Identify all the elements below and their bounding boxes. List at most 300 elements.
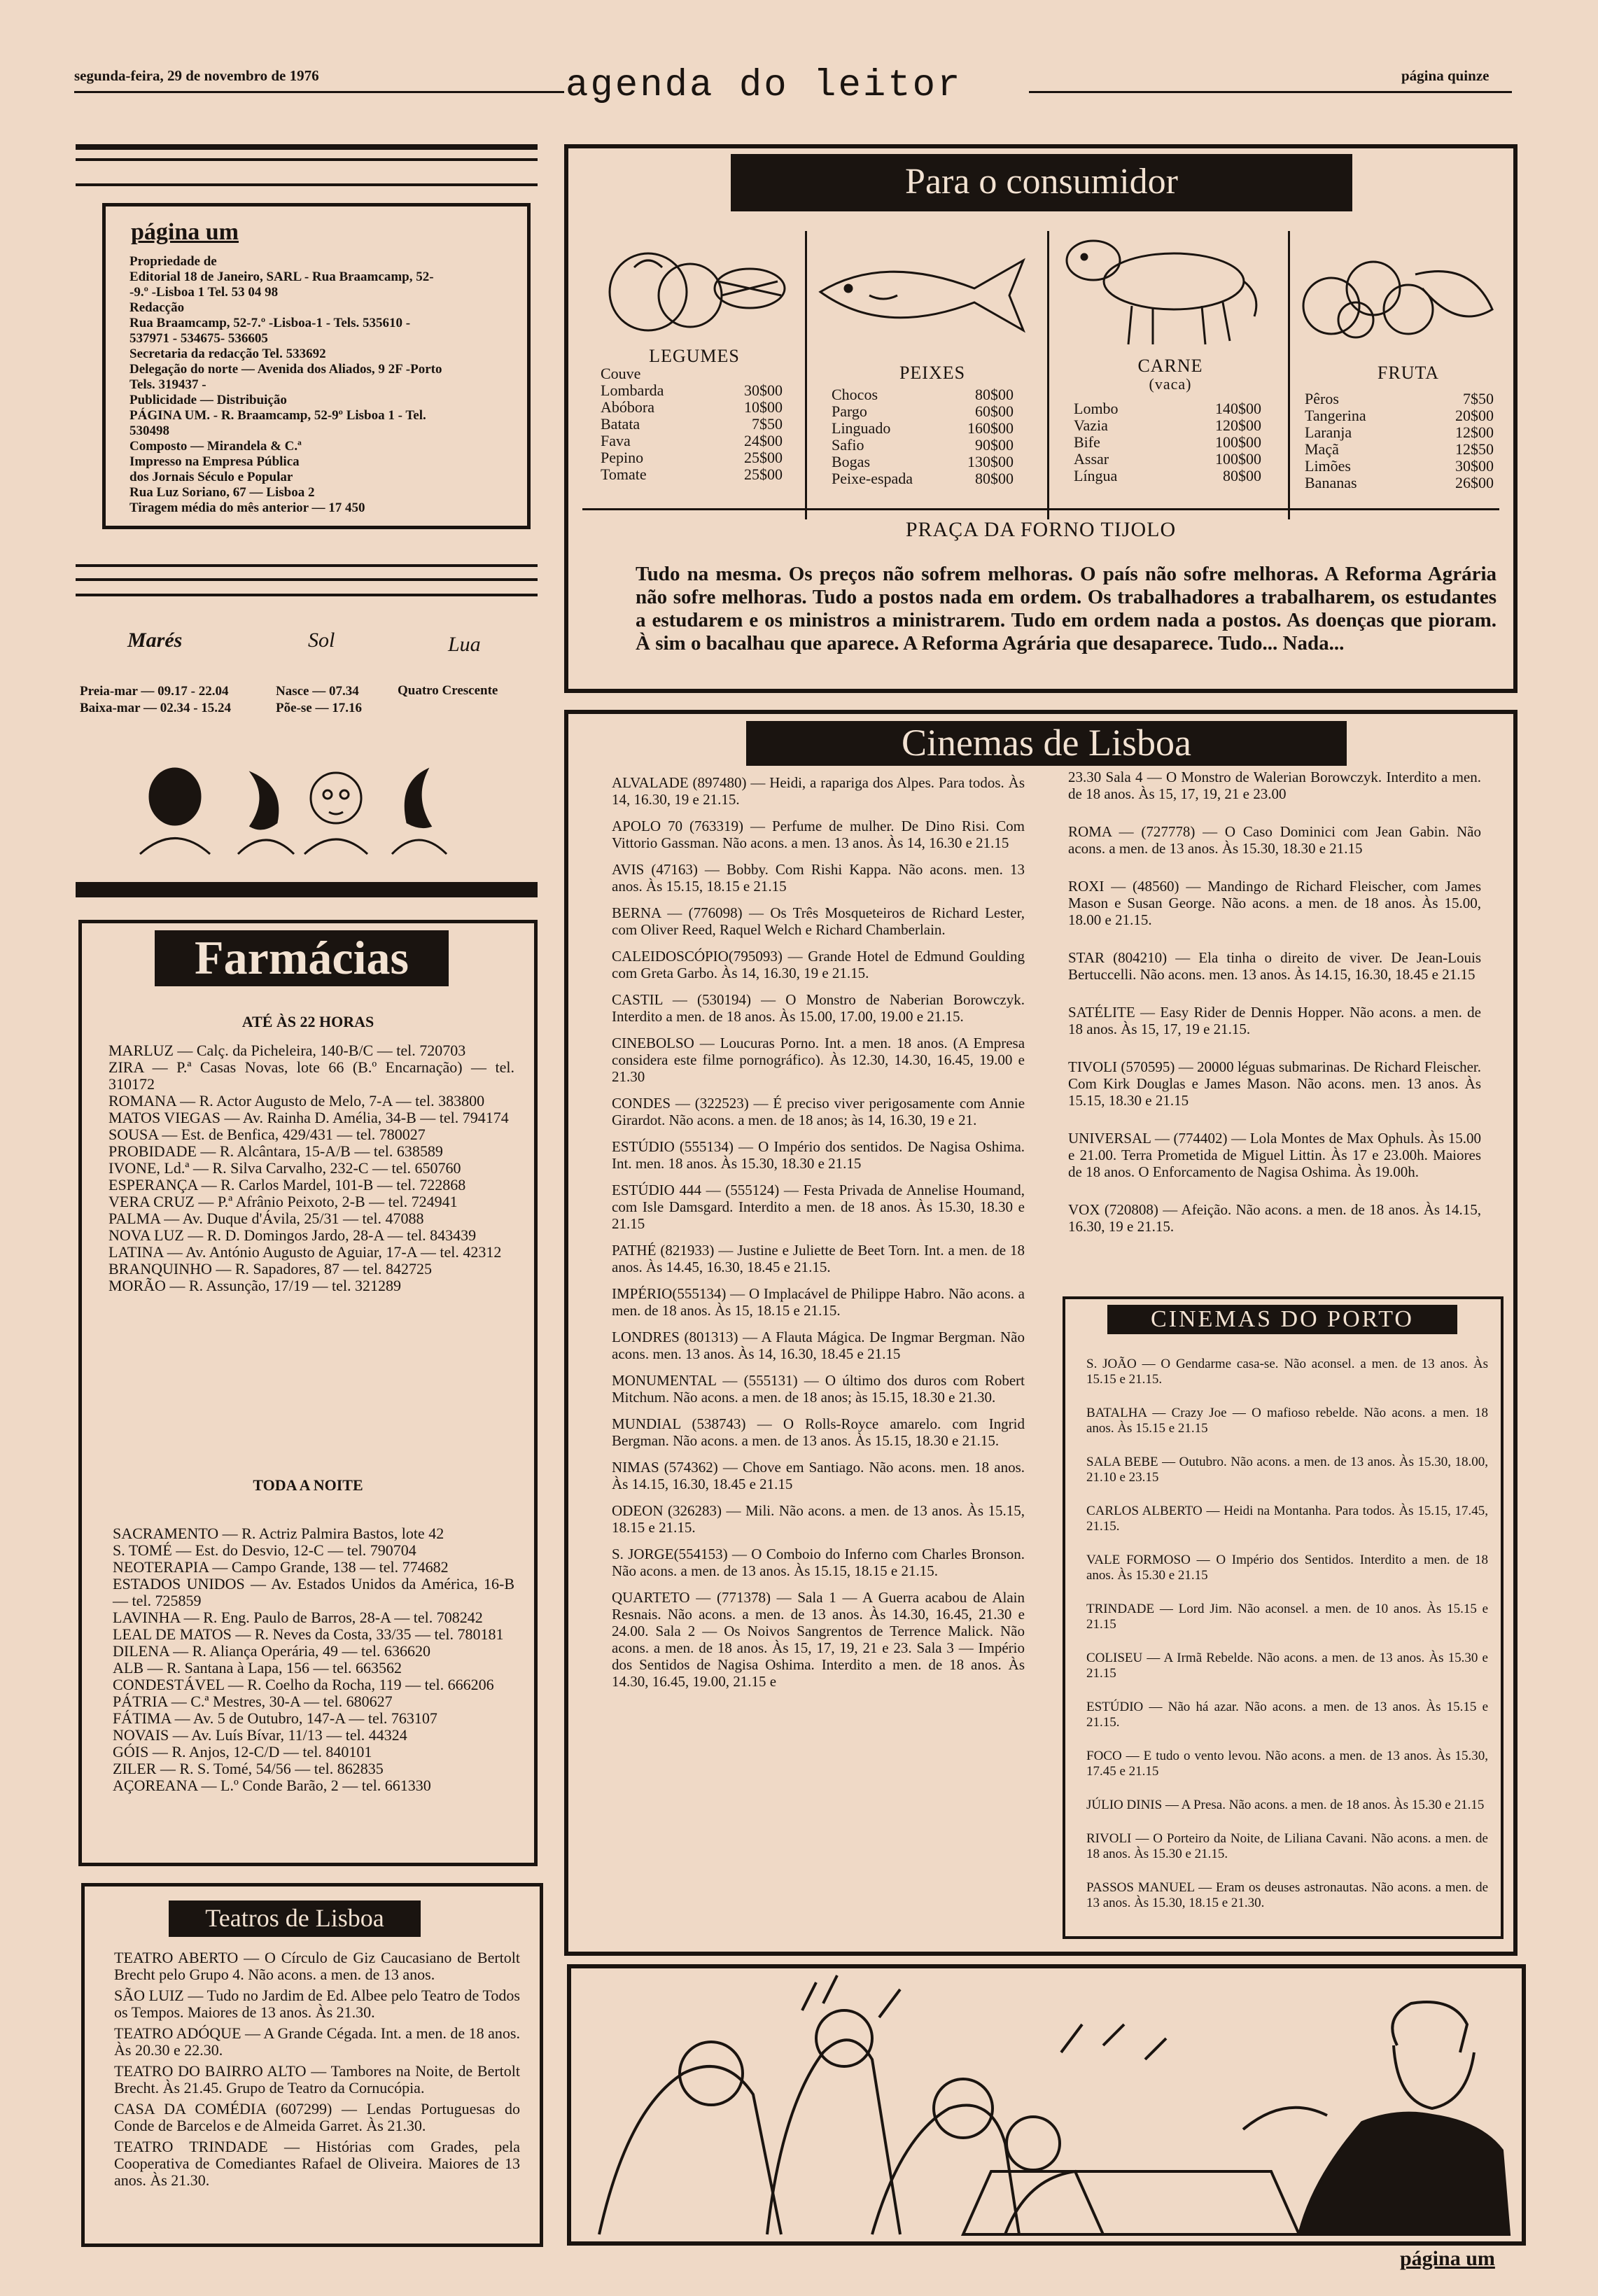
item-name: Safio [832,436,864,454]
price-row [832,470,1014,487]
price-row [601,382,783,399]
item-name: Bogas [832,453,870,470]
item-price: 60$00 [975,402,1014,420]
cinema-entry [1086,1504,1488,1534]
price-row [601,466,783,483]
cartoon-box [567,1964,1526,2246]
lua-label: Lua [448,633,481,656]
cinema-name: CINEBOLSO [612,1035,694,1051]
rule [76,158,538,161]
cinema-name: IMPÉRIO(555134) [612,1285,727,1302]
item-price: 12$00 [1455,424,1494,441]
item-price: 100$00 [1215,450,1261,468]
cinema-entry [612,1372,1025,1406]
masthead-line: dos Jornais Século e Popular [129,470,293,484]
pharmacy-entry: NOVAIS — Av. Luís Bívar, 11/13 — tel. 44324 [113,1726,407,1744]
cinema-name: AVIS (47163) [612,861,698,878]
cinema-entry [1086,1798,1488,1813]
cinema-name: BERNA [612,904,661,921]
price-row [832,403,1014,420]
cinema-entry [1068,823,1481,857]
item-name: Bananas [1305,474,1357,491]
pharmacy-entry: MORÃO — R. Assunção, 17/19 — tel. 321289 [108,1277,401,1294]
masthead-line: -9.º -Lisboa 1 Tel. 53 04 98 [129,285,279,300]
cow-illustration [1062,225,1265,351]
cinema-entry [612,1502,1025,1536]
item-name: Batata [601,415,640,433]
cinema-details: — (774402) — Lola Montes de Max Ophuls. Às 15.00 e 21.00. Terra Prometida de Miguel Littin. Às 17 e 23.00h. Maiores de 18 anos. O Enforcamento de Nagisa Oshima. Às 19.00h. [1068,1130,1482,1180]
fish-illustration [813,253,1030,337]
price-row [1305,424,1494,441]
pharmacy-entry: ESPERANÇA — R. Carlos Mardel, 101-B — tel. 722868 [108,1176,466,1194]
cinema-name: NIMAS (574362) [612,1459,718,1476]
cinema-entry [612,1546,1025,1579]
item-price: 120$00 [1215,416,1261,434]
rule [76,564,538,567]
item-price: 25$00 [744,449,783,466]
moon-phases-illustration [133,756,455,861]
item-price: 10$00 [744,398,783,416]
farmacias-box [78,920,538,1866]
cinema-details: — (776098) — Os Três Mosqueteiros de Richard Lester, com Oliver Reed, Raquel Welch e Richard Chamberlain. [612,904,1025,938]
cinema-entry [1086,1700,1488,1730]
rule [76,594,538,596]
cinema-name: UNIVERSAL [1068,1130,1151,1147]
cinema-entry [612,1285,1025,1319]
cinema-details: — A Irmã Rebelde. Não acons. a men. de 13 anos. Às 15.30 e 21.15 [1086,1651,1488,1681]
item-price: 26$00 [1455,474,1494,491]
consumidor-title: Para o consumidor [731,154,1352,211]
peixes-price-list [832,386,1014,487]
cinema-details: — Chove em Santiago. Não acons. men. 18 anos. Às 14.15, 16.30, 18.45 e 21.15 [612,1459,1025,1492]
cinema-details: — Lord Jim. Não aconsel. a men. de 10 anos. Às 15.15 e 21.15 [1086,1602,1489,1632]
header-rule-right [1029,91,1512,93]
cinema-name: STAR (804210) [1068,949,1168,966]
legumes-title: LEGUMES [649,346,740,366]
masthead-line: Secretaria da redacção Tel. 533692 [129,346,326,361]
cinema-entry [612,1329,1025,1362]
cinema-entry [612,1182,1025,1232]
cinema-details: — 20000 léguas submarinas. De Richard Fleischer. Com Kirk Douglas e James Mason. Não acons. men. 13 anos. Às 15.15, 18.30 e 21.15 [1068,1058,1481,1109]
pharmacy-entry: PÁTRIA — C.ª Mestres, 30-A — tel. 680627 [113,1693,393,1710]
cinema-details: — Grande Hotel de Edmund Goulding com Greta Garbo. Às 14, 16.30, 19 e 21.15. [612,948,1025,981]
cinema-entry [1086,1880,1488,1911]
cinema-details: — O Comboio do Inferno com Charles Bronson. Não acons. a men. de 13 anos. Às 15.15, 18.15 e 21.15. [612,1546,1025,1579]
masthead-logo: página um [131,219,239,245]
pharmacy-entry: ALB — R. Santana à Lapa, 156 — tel. 663562 [113,1659,402,1676]
pharmacy-entry: VERA CRUZ — P.ª Afrânio Peixoto, 2-B — tel. 724941 [108,1193,458,1210]
cinema-name: COLISEU [1086,1651,1143,1665]
pharmacy-entry: CONDESTÁVEL — R. Coelho da Rocha, 119 — tel. 666206 [113,1676,494,1693]
cinema-details: — Mili. Não acons. a men. de 13 anos. Às 15.15, 18.15 e 21.15. [612,1502,1025,1536]
cinema-details: — O Implacável de Philippe Habro. Não acons. a men. de 18 anos. Às 15, 18.15 e 21.15. [612,1285,1025,1319]
cinema-name: SATÉLITE [1068,1004,1135,1021]
price-row [1305,407,1494,424]
item-name: Lombo [1074,400,1119,417]
masthead-line: Propriedade de [129,254,217,269]
cinema-entry [612,774,1025,808]
pharmacy-entry: SACRAMENTO — R. Actriz Palmira Bastos, lote 42 [113,1525,444,1542]
cinema-name: ESTÚDIO (555134) [612,1138,734,1155]
cinema-name: CONDES [612,1095,671,1112]
farmacias-list-22h [108,1042,514,1294]
cinema-name: MONUMENTAL [612,1372,717,1389]
item-name: Maçã [1305,440,1339,458]
column-separator [1047,231,1049,519]
teatros-title: Teatros de Lisboa [169,1900,421,1937]
item-price: 12$50 [1455,440,1494,458]
pharmacy-entry: FÁTIMA — Av. 5 de Outubro, 147-A — tel. 763107 [113,1709,437,1727]
item-name: Bife [1074,433,1100,451]
cinema-entry [612,1589,1025,1690]
cinema-entry [612,861,1025,895]
pharmacy-entry: ZIRA — P.ª Casas Novas, lote 66 (B.º Encarnação) — tel. 310172 [108,1058,514,1093]
cinema-name: APOLO 70 (763319) [612,818,743,834]
masthead-lines [129,254,519,516]
rule [76,144,538,150]
rule [76,882,538,897]
cinema-details: — (727778) — O Caso Dominici com Jean Gabin. Não acons. a men. de 13 anos. Às 15.30, 18.30 e 21.15 [1068,823,1481,857]
header-rule-left [74,91,564,93]
theatre-entry: TEATRO ADÓQUE — A Grande Cégada. Int. a men. de 18 anos. Às 20.30 e 22.30. [114,2024,520,2059]
rule [76,183,538,186]
cinema-entry [612,1138,1025,1172]
pharmacy-entry: NEOTERAPIA — Campo Grande, 138 — tel. 774682 [113,1558,449,1576]
masthead-line: 530498 [129,424,169,438]
cinemas-lisboa-box [564,710,1518,1956]
cinema-details: — (771378) — Sala 1 — A Guerra acabou de Alain Resnais. Não acons. a men. de 13 anos. Às 14.30, 16.45, 21.30 e 24.00. Sala 2 — Os Noivos Sangrentos de Terrence Malick. Não acons. a men. de 18 anos. Às 15, 17, 19, 21 e 23. Sala 3 — Império dos Sentidos de Nagisa Oshima. Interdito a men. de 18 anos. Às 14.30, 16.45, 19.00, 21.15 e [612,1589,1025,1690]
column-separator [805,231,807,519]
cinema-details: — Bobby. Com Rishi Kappa. Não acons. men. 13 anos. Às 15.15, 18.15 e 21.15 [612,861,1025,895]
cinema-details: — (555124) — Festa Privada de Annelise Houmand, com Isle Damsgard. Interdito a men. de 18 anos. Às 15.30, 18.30 e 21.15 [612,1182,1025,1232]
cinema-details: — O Porteiro da Noite, de Liliana Cavani. Não acons. a men. de 18 anos. Às 15.30 e 21.15. [1086,1831,1488,1861]
cinema-details: — A Presa. Não acons. a men. de 18 anos. Às 15.30 e 21.15 [1165,1798,1485,1812]
cinema-name: LONDRES (801313) [612,1329,738,1345]
cinema-entry [1086,1831,1488,1862]
pharmacy-entry: ESTADOS UNIDOS — Av. Estados Unidos da América, 16-B — tel. 725859 [113,1575,514,1609]
cinemas-lisboa-title: Cinemas de Lisboa [746,721,1347,766]
price-row [832,454,1014,470]
cinema-entry [612,1095,1025,1128]
price-row [1074,451,1261,468]
masthead-line: Impresso na Empresa Pública [129,454,300,469]
cinema-details: — Ela tinha o direito de viver. De Jean-Louis Bertuccelli. Não acons. men. 13 anos. Às 14.15, 16.30, 18.45 e 21.15 [1068,949,1482,983]
cinema-entry [1068,878,1481,928]
cinema-name: VALE FORMOSO [1086,1553,1191,1567]
mares-lines: Preia-mar — 09.17 - 22.04 Baixa-mar — 02.34 - 15.24 [80,684,232,715]
pharmacy-entry: LEAL DE MATOS — R. Neves da Costa, 33/35 — tel. 780181 [113,1625,504,1643]
sol-label: Sol [308,629,335,652]
item-name: Tomate [601,465,647,483]
fruit-illustration [1289,246,1499,344]
cinema-entry [612,818,1025,851]
pharmacy-entry: PROBIDADE — R. Alcântara, 15-A/B — tel. 638589 [108,1142,443,1160]
vegetables-illustration [592,239,795,337]
pharmacy-entry: BRANQUINHO — R. Sapadores, 87 — tel. 842725 [108,1260,432,1278]
political-cartoon-illustration [571,1968,1522,2241]
price-row [832,420,1014,437]
cinema-name: MUNDIAL (538743) [612,1415,746,1432]
lua-text: Quatro Crescente [398,683,498,698]
cinema-name: ROMA [1068,823,1112,840]
pharmacy-entry: AÇOREANA — L.º Conde Barão, 2 — tel. 661330 [113,1777,431,1794]
cinema-name: CARLOS ALBERTO [1086,1504,1203,1518]
masthead-line: Publicidade — Distribuição [129,393,287,407]
cinema-name: QUARTETO [612,1589,690,1606]
cinemas-porto-list [1086,1357,1488,1929]
carne-subtitle: (vaca) [1149,375,1192,393]
masthead-box [102,203,531,529]
masthead-line: Rua Luz Soriano, 67 — Lisboa 2 [129,485,315,500]
price-row [1074,417,1261,434]
cinema-entry [612,1459,1025,1492]
item-price: 160$00 [967,419,1014,437]
cinema-name: ALVALADE (897480) [612,774,747,791]
cinema-name: TRINDADE [1086,1602,1155,1616]
cinema-name: FOCO [1086,1749,1122,1763]
praca-text: Tudo na mesma. Os preços não sofrem melhoras. O país não sofre melhoras. A Reforma Agrária não sofre melhoras. Tudo a postos nada em ordem. Os trabalhadores a trabalharem, os estudantes a estudarem e os ministros a ministrarem. Tudo em ordem nada a postos. As doenças que pioram. À sim o bacalhau que aparece. A Reforma Agrária que desaparece. Tudo... Nada... [636,563,1497,654]
cinema-details: — Heidi, a rapariga dos Alpes. Para todos. Às 14, 16.30, 19 e 21.15. [612,774,1025,808]
cinema-entry [1086,1749,1488,1779]
cinema-details: — O Gendarme casa-se. Não aconsel. a men. de 13 anos. Às 15.15 e 21.15. [1086,1357,1489,1387]
cinema-entry [612,1415,1025,1449]
sol-lines: Nasce — 07.34 Põe-se — 17.16 [276,684,362,715]
theatre-entry: CASA DA COMÉDIA (607299) — Lendas Portuguesas do Conde de Barcelos e de Almeida Garret. Às 21.30. [114,2100,520,2134]
cinema-details: — Perfume de mulher. De Dino Risi. Com Vittorio Gassman. Não acons. a men. 13 anos. Às 14, 16.30 e 21.15 [612,818,1025,851]
cinema-name: PASSOS MANUEL [1086,1880,1195,1895]
cinema-details: — Afeição. Não acons. a men. de 18 anos. Às 14.15, 16.30, 19 e 21.15. [1068,1201,1482,1235]
cinema-details: 23.30 Sala 4 — O Monstro de Walerian Borowczyk. Interdito a men. de 18 anos. Às 15, 17, 19, 21 e 23.00 [1068,769,1481,802]
price-row [601,433,783,449]
cinema-details: — (530194) — O Monstro de Naberian Borowczyk. Interdito a men. de 18 anos. Às 15.00, 17.00, 19.00 e 21.15. [612,991,1025,1025]
item-price: 90$00 [975,436,1014,454]
cinema-entry [1086,1602,1488,1632]
cinema-entry [612,991,1025,1025]
legumes-price-list [601,365,783,483]
cinemas-lisboa-column-2 [1068,769,1481,1256]
price-row [1305,458,1494,475]
pharmacy-entry: LATINA — Av. António Augusto de Aguiar, 17-A — tel. 42312 [108,1243,502,1261]
pharmacy-entry: S. TOMÉ — Est. do Desvio, 12-C — tel. 790704 [113,1541,416,1559]
cinema-name: BATALHA [1086,1406,1147,1420]
cinema-details: — Não há azar. Não acons. a men. de 13 anos. Às 15.15 e 21.15. [1086,1700,1489,1730]
cinema-name: RIVOLI [1086,1831,1132,1846]
cinema-details: — Outubro. Não acons. a men. de 13 anos. Às 15.30, 18.00, 21.10 e 23.15 [1086,1455,1489,1485]
cinema-entry [1068,769,1481,802]
cinema-name: ODEON (326283) [612,1502,722,1519]
cinema-details: — E tudo o vento levou. Não acons. a men. de 13 anos. Às 15.30, 17.45 e 21.15 [1086,1749,1489,1779]
cinema-entry [1086,1651,1488,1681]
item-name: Linguado [832,419,891,437]
theatre-entry: TEATRO TRINDADE — Histórias com Grades, pela Cooperativa de Comediantes Rafael de Oliveira. Maiores de 13 anos. Às 21.30. [114,2138,520,2189]
pharmacy-entry: SOUSA — Est. de Benfica, 429/431 — tel. 780027 [108,1126,426,1143]
cinemas-lisboa-column-1 [612,774,1025,1700]
pharmacy-entry: NOVA LUZ — R. D. Domingos Jardo, 28-A — tel. 843439 [108,1226,477,1244]
price-row [1305,441,1494,458]
teatros-box [81,1883,543,2247]
header-title: agenda do leitor [566,64,962,107]
carne-price-list [1074,400,1261,484]
pharmacy-entry: ZILER — R. S. Tomé, 54/56 — tel. 862835 [113,1760,384,1777]
cinema-entry [1068,1004,1481,1037]
cinema-entry [612,1035,1025,1085]
pharmacy-entry: MATOS VIEGAS — Av. Rainha D. Amélia, 34-B — tel. 794174 [108,1109,509,1126]
item-name: Couve [601,365,641,382]
masthead-line: Delegação do norte — Avenida dos Aliados, 9 2F -Porto [129,362,442,377]
praca-title: PRAÇA DA FORNO TIJOLO [905,518,1177,541]
theatre-entry: TEATRO DO BAIRRO ALTO — Tambores na Noite, de Bertolt Brecht. Às 21.45. Grupo de Teatro da Cornucópia. [114,2062,520,2096]
cinema-name: ESTÚDIO [1086,1700,1144,1714]
cinema-details: — Crazy Joe — O mafioso rebelde. Não acons. a men. 18 anos. Às 15.15 e 21.15 [1086,1406,1489,1436]
item-name: Língua [1074,467,1118,484]
item-price: 80$00 [975,386,1014,403]
price-row [1305,391,1494,407]
cinema-name: SALA BEBE [1086,1455,1158,1469]
cinema-entry [1068,1201,1481,1235]
item-name: Tangerina [1305,407,1366,424]
pharmacy-entry: DILENA — R. Aliança Operária, 49 — tel. 636620 [113,1642,430,1660]
price-row [832,437,1014,454]
item-price: 30$00 [1455,457,1494,475]
header-page: página quinze [1401,67,1490,84]
fruta-price-list [1305,391,1494,491]
masthead-line: Redacção [129,300,185,315]
item-price: 7$50 [1463,390,1494,407]
theatre-entry: TEATRO ABERTO — O Círculo de Giz Caucasiano de Bertolt Brecht pelo Grupo 4. Não acons. a men. de 13 anos. [114,1949,520,1983]
cinemas-porto-box [1063,1296,1504,1939]
cinema-name: ROXI [1068,878,1105,895]
price-row [1305,475,1494,491]
item-name: Fava [601,432,631,449]
masthead-line: 537971 - 534675- 536605 [129,331,268,346]
footer-logo: página um [1400,2247,1495,2270]
cinema-details: — O Império dos Sentidos. Interdito a men. de 18 anos. Às 15.30 e 21.15 [1086,1553,1489,1583]
item-price: 80$00 [1223,467,1261,484]
cinema-details: — Justine e Juliette de Beet Torn. Int. a men. de 18 anos. Às 14.45, 16.30, 18.45 e 21.15. [612,1242,1025,1275]
masthead-line: Composto — Mirandela & C.ª [129,439,302,454]
item-name: Abóbora [601,398,654,416]
farmacias-sub-noite: TODA A NOITE [253,1476,363,1494]
cinema-name: TIVOLI (570595) [1068,1058,1175,1075]
masthead-line: Rua Braamcamp, 52-7.º -Lisboa-1 - Tels. 535610 - [129,316,411,330]
cinema-entry [612,1242,1025,1275]
price-row [601,365,783,382]
cinema-name: PATHÉ (821933) [612,1242,715,1259]
masthead-line: Editorial 18 de Janeiro, SARL - Rua Braamcamp, 52- [129,270,434,284]
item-name: Laranja [1305,424,1352,441]
item-price: 25$00 [744,465,783,483]
cinemas-porto-title: CINEMAS DO PORTO [1107,1305,1457,1334]
item-name: Peixe-espada [832,470,913,487]
cinema-entry [1068,1130,1481,1180]
masthead-line: Tels. 319437 - [129,377,206,392]
pharmacy-entry: GÓIS — R. Anjos, 12-C/D — tel. 840101 [113,1743,372,1760]
masthead-line: PÁGINA UM. - R. Braamcamp, 52-9º Lisboa 1 - Tel. [129,408,426,423]
pharmacy-entry: PALMA — Av. Duque d'Ávila, 25/31 — tel. 47088 [108,1210,424,1227]
item-price: 130$00 [967,453,1014,470]
item-price: 20$00 [1455,407,1494,424]
item-name: Pargo [832,402,867,420]
item-name: Pepino [601,449,644,466]
item-price: 24$00 [744,432,783,449]
item-price: 140$00 [1215,400,1261,417]
mares-label: Marés [127,629,183,652]
teatros-list [114,1949,520,2193]
consumidor-box [564,144,1518,693]
cinema-name: JÚLIO DINIS [1086,1798,1163,1812]
consumidor-divider [582,508,1499,510]
cinema-details: — (555131) — O último dos duros com Robert Mitchum. Não acons. a men. de 18 anos; às 15.15, 18.30 e 21.30. [612,1372,1025,1406]
pharmacy-entry: LAVINHA — R. Eng. Paulo de Barros, 28-A — tel. 708242 [113,1609,483,1626]
fruta-title: FRUTA [1377,363,1440,383]
item-name: Lombarda [601,382,664,399]
masthead-line: Tiragem média do mês anterior — 17 450 [129,500,365,515]
cinema-entry [1086,1357,1488,1387]
theatre-entry: SÃO LUIZ — Tudo no Jardim de Ed. Albee pelo Teatro de Todos os Tempos. Maiores de 13 anos. Às 21.30. [114,1987,520,2021]
cinema-details: — (322523) — É preciso viver perigosamente com Annie Girardot. Não acons. a men. de 18 anos; às 14, 16.30, 19 e 21. [612,1095,1025,1128]
cinema-details: — O Império dos sentidos. De Nagisa Oshima. Int. men. 18 anos. Às 15.30, 18.30 e 21.15 [612,1138,1025,1172]
pharmacy-entry: MARLUZ — Calç. da Picheleira, 140-B/C — tel. 720703 [108,1042,466,1059]
pharmacy-entry: ROMANA — R. Actor Augusto de Melo, 7-A — tel. 383800 [108,1092,485,1110]
price-row [601,399,783,416]
cinema-details: — O Rolls-Royce amarelo. com Ingrid Bergman. Não acons. a men. de 13 anos. Às 15.15, 18.30 e 21.15. [612,1415,1025,1449]
item-name: Chocos [832,386,878,403]
cinema-details: — Loucuras Porno. Int. a men. 18 anos. (A Empresa considera este filme pornográfico). Às 12.30, 14.30, 16.45, 19.00 e 21.30 [612,1035,1025,1085]
price-row [601,449,783,466]
price-row [601,416,783,433]
farmacias-sub-22h: ATÉ ÀS 22 HORAS [241,1013,374,1030]
item-price: 7$50 [752,415,783,433]
cinema-name: S. JORGE(554153) [612,1546,728,1562]
farmacias-title: Farmácias [155,930,449,986]
item-price: 80$00 [975,470,1014,487]
cinema-details: — Easy Rider de Dennis Hopper. Não acons. a men. de 18 anos. Às 15, 17, 19 e 21.15. [1068,1004,1481,1037]
item-name: Vazia [1074,416,1108,434]
cinema-details: — Eram os deuses astronautas. Não acons. a men. de 13 anos. Às 15.30, 18.15 e 21.30. [1086,1880,1488,1910]
header-date: segunda-feira, 29 de novembro de 1976 [74,67,319,84]
pharmacy-entry: IVONE, Ld.ª — R. Silva Carvalho, 232-C — tel. 650760 [108,1159,461,1177]
item-name: Limões [1305,457,1351,475]
price-row [1074,468,1261,484]
item-name: Pêros [1305,390,1339,407]
cinema-entry [612,904,1025,938]
item-name: Assar [1074,450,1109,468]
item-price: 30$00 [744,382,783,399]
column-separator [1288,231,1290,519]
cinema-name: VOX (720808) [1068,1201,1158,1218]
cinema-entry [1068,949,1481,983]
price-row [1074,400,1261,417]
cinema-name: ESTÚDIO 444 [612,1182,701,1198]
cinema-name: S. JOÃO [1086,1357,1137,1371]
cinema-name: CALEIDOSCÓPIO(795093) [612,948,783,965]
price-row [832,386,1014,403]
cinema-entry [1086,1553,1488,1583]
cinema-entry [1068,1058,1481,1109]
farmacias-list-noite [113,1525,514,1794]
price-row [1074,434,1261,451]
rule [76,578,538,581]
cinema-name: CASTIL [612,991,663,1008]
peixes-title: PEIXES [899,363,966,383]
cinema-details: — (48560) — Mandingo de Richard Fleischer, com James Mason e Susan George. Não acons. a men. de 18 anos. Às 15.00, 18.00 e 21.15. [1068,878,1481,928]
cinema-entry [1086,1455,1488,1485]
cinema-entry [1086,1406,1488,1436]
cinema-entry [612,948,1025,981]
cinema-details: — Heidi na Montanha. Para todos. Às 15.15, 17.45, 21.15. [1086,1504,1489,1534]
carne-title: CARNE [1137,356,1203,376]
item-price: 100$00 [1215,433,1261,451]
